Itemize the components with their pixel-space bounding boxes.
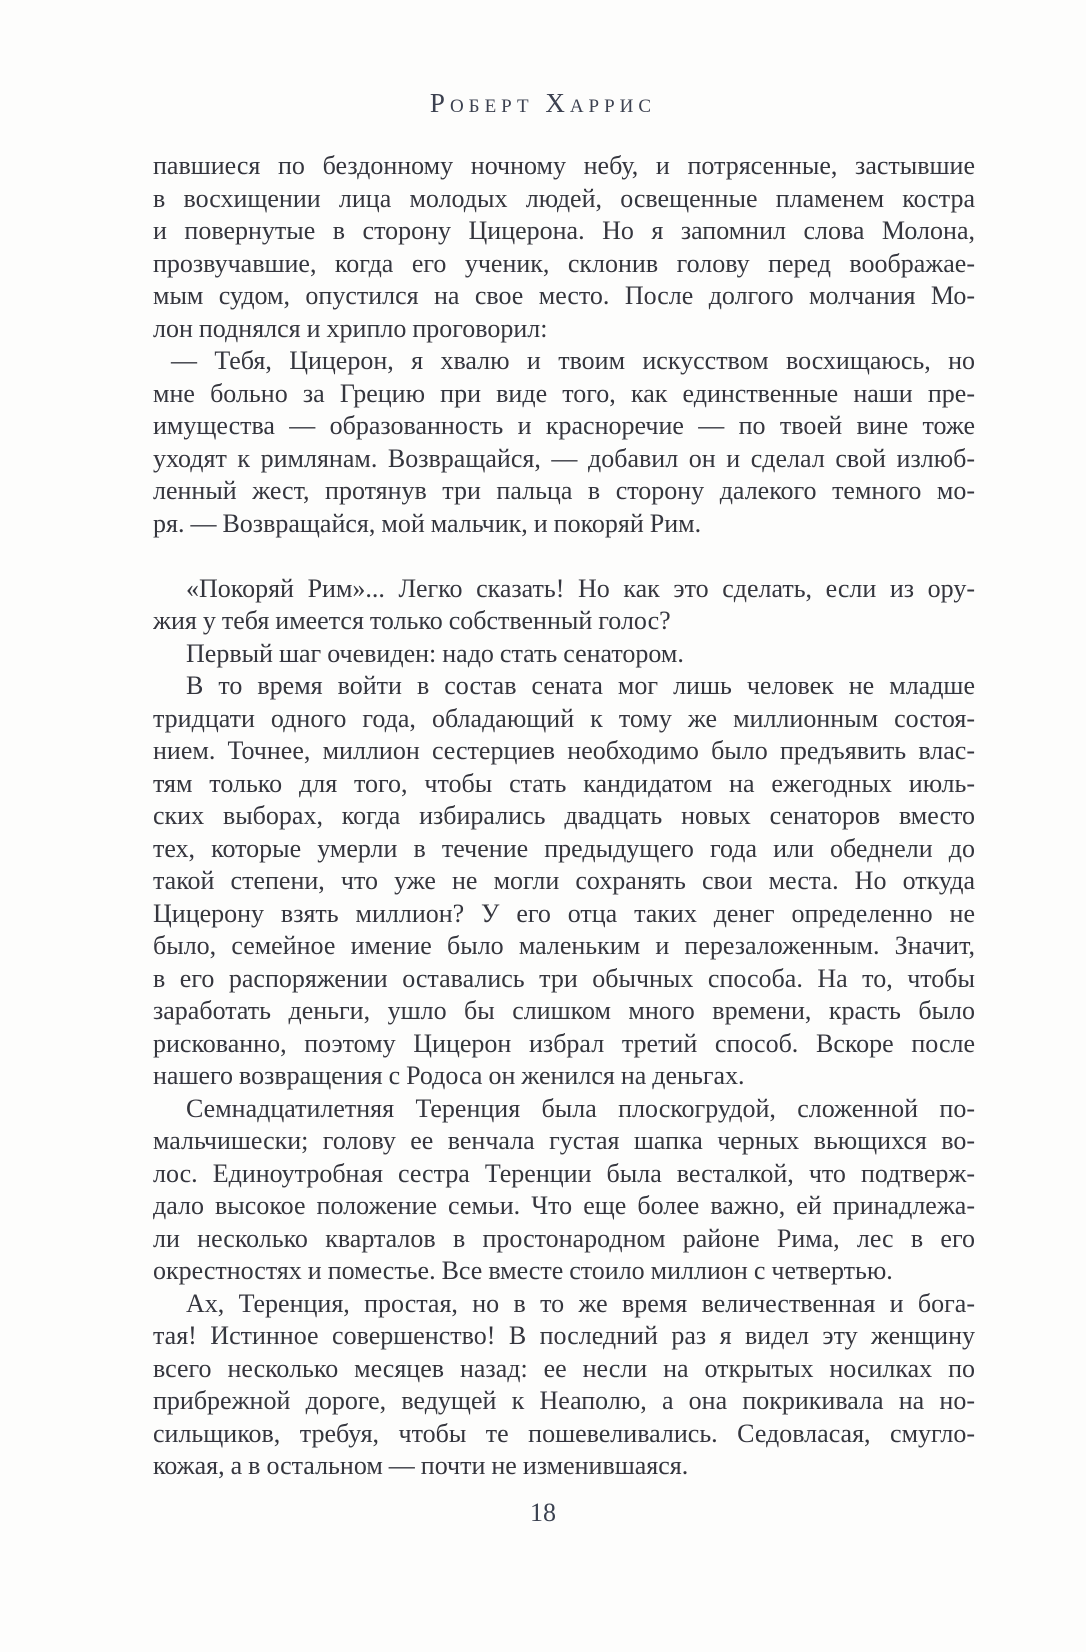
text-line: лон поднялся и хрипло проговорил: bbox=[153, 313, 548, 343]
text-line: — Тебя, Цицерон, я хвалю и твоим искусством восхищаюсь, но bbox=[171, 346, 975, 375]
text-line: прибрежной дороге, ведущей к Неаполю, а она покрикивала на но- bbox=[153, 1386, 975, 1415]
body-text bbox=[153, 150, 975, 1483]
running-header-author: Роберт Харрис bbox=[429, 88, 657, 118]
text-line: мальчишески; голову ее венчала густая шапка черных вьющихся во- bbox=[153, 1126, 975, 1155]
text-line: тям только для того, чтобы стать кандидатом на ежегодных июль- bbox=[153, 768, 975, 798]
text-line: рискованно, поэтому Цицерон избрал третий способ. Вскоре после bbox=[153, 1028, 975, 1058]
text-line: Семнадцатилетняя Теренция была плоскогрудой, сложенной по- bbox=[186, 1093, 975, 1123]
text-line: окрестностях и поместье. Все вместе стоило миллион с четвертью. bbox=[153, 1256, 893, 1285]
text-line: тая! Истинное совершенство! В последний раз я видел эту женщину bbox=[153, 1321, 975, 1350]
text-line: ленный жест, протянув три пальца в сторону далекого темного мо- bbox=[153, 476, 975, 505]
text-line: нашего возвращения с Родоса он женился на деньгах. bbox=[153, 1061, 745, 1090]
text-line: ских выборах, когда избирались двадцать новых сенаторов вместо bbox=[153, 801, 975, 830]
text-line: и повернутые в сторону Цицерона. Но я запомнил слова Молона, bbox=[153, 216, 975, 245]
text-line: в его распоряжении оставались три обычных способа. На то, чтобы bbox=[153, 963, 975, 993]
text-line: тридцати одного года, обладающий к тому же миллионным состоя- bbox=[153, 703, 975, 733]
text-line: жия у тебя имеется только собственный голос? bbox=[153, 606, 671, 635]
text-line: нием. Точнее, миллион сестерциев необходимо было предъявить влас- bbox=[153, 736, 975, 765]
text-line: прозвучавшие, когда его ученик, склонив голову перед воображае- bbox=[153, 248, 975, 278]
text-line: «Покоряй Рим»... Легко сказать! Но как это сделать, если из ору- bbox=[186, 573, 975, 603]
text-line: мым судом, опустился на свое место. После долгого молчания Мо- bbox=[153, 281, 975, 310]
section-break bbox=[153, 540, 975, 573]
text-line: Первый шаг очевиден: надо стать сенатором. bbox=[186, 638, 684, 668]
text-line: такой степени, что уже не могли сохранять свои места. Но откуда bbox=[153, 866, 975, 895]
text-line: заработать деньги, ушло бы слишком много времени, красть было bbox=[153, 996, 975, 1025]
text-line: в восхищении лица молодых людей, освещенные пламенем костра bbox=[153, 183, 975, 213]
text-line: ря. — Возвращайся, мой мальчик, и покоряй Рим. bbox=[153, 508, 702, 538]
text-line: Ах, Теренция, простая, но в то же время величественная и бога- bbox=[186, 1288, 975, 1318]
text-line: имущества — образованность и красноречие — по твоей вине тоже bbox=[153, 411, 975, 440]
text-line: дало высокое положение семьи. Что еще более важно, ей принадлежа- bbox=[153, 1191, 975, 1220]
text-line: мне больно за Грецию при виде того, как единственные наши пре- bbox=[153, 378, 975, 408]
text-line: кожая, а в остальном — почти не изменившаяся. bbox=[153, 1451, 689, 1480]
text-line: лос. Единоутробная сестра Теренции была весталкой, что подтверж- bbox=[153, 1158, 975, 1188]
text-line: В то время войти в состав сената мог лишь человек не младше bbox=[186, 671, 975, 700]
text-line: ли несколько кварталов в простонародном районе Рима, лес в его bbox=[153, 1223, 975, 1253]
text-line: уходят к римлянам. Возвращайся, — добавил он и сделал свой излюб- bbox=[153, 443, 975, 473]
text-line: павшиеся по бездонному ночному небу, и потрясенные, застывшие bbox=[153, 151, 975, 180]
text-line: всего несколько месяцев назад: ее несли на открытых носилках по bbox=[153, 1353, 975, 1383]
text-line: сильщиков, требуя, чтобы те пошевеливались. Седовласая, смугло- bbox=[153, 1418, 975, 1448]
text-line: Цицерону взять миллион? У его отца таких денег определенно не bbox=[153, 898, 975, 928]
text-line: было, семейное имение было маленьким и перезаложенным. Значит, bbox=[153, 931, 975, 960]
page-number: 18 bbox=[530, 1498, 556, 1527]
text-line: тех, которые умерли в течение предыдущего года или обеднели до bbox=[153, 833, 975, 863]
